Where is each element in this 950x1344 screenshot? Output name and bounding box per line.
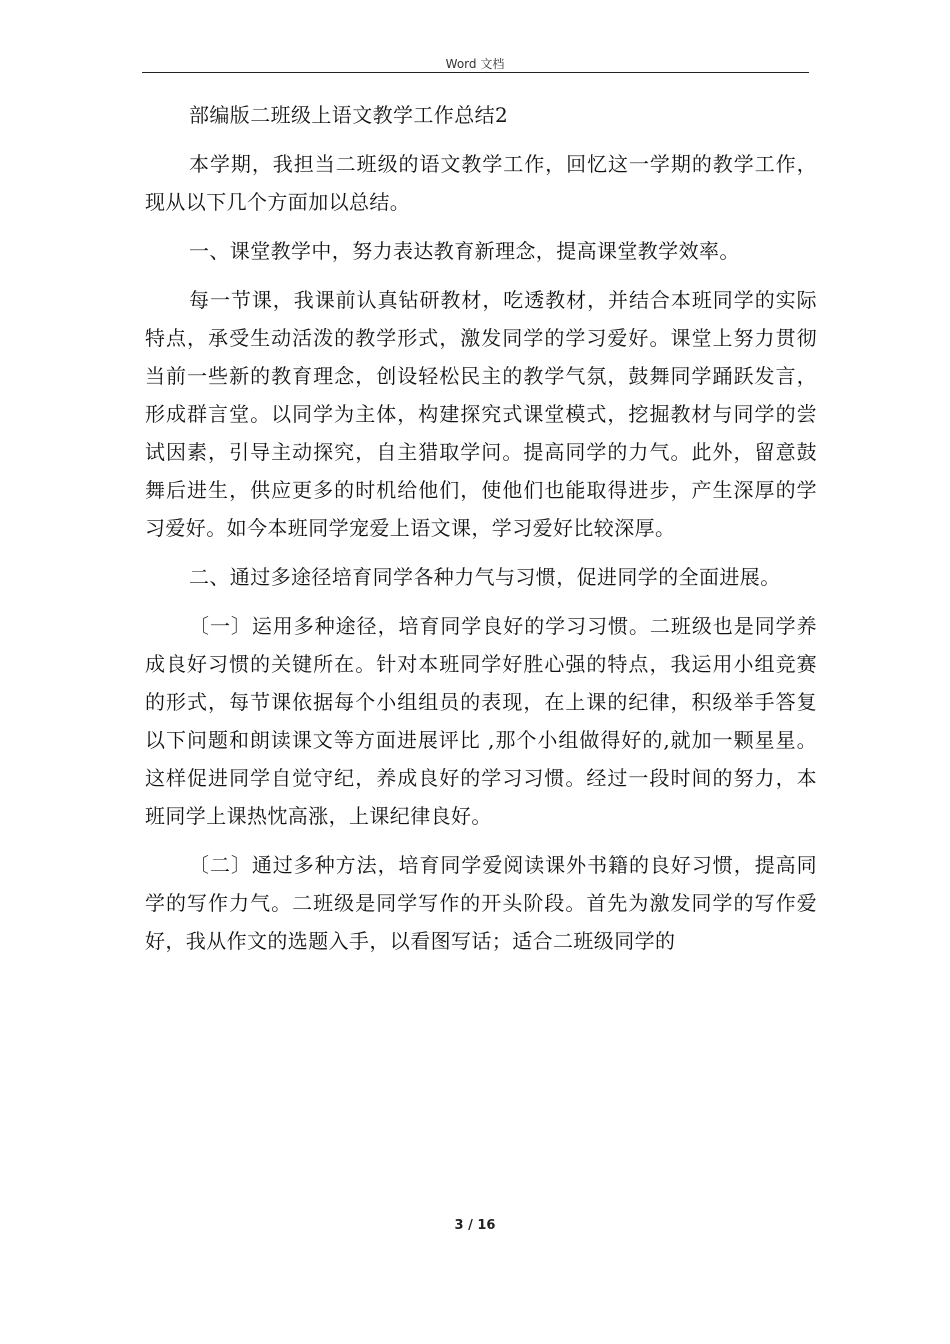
paragraph: 每一节课，我课前认真钻研教材，吃透教材，并结合本班同学的实际特点，承受生动活泼的教学形式，激发同学的学习爱好。课堂上努力贯彻当前一些新的教育理念，创设轻松民主的教学气氛，鼓舞同学踊跃发言，形成群言堂。以同学为主体，构建探究式课堂模式，挖掘教材与同学的尝试因素，引导主动探究，自主猎取学问。提高同学的力气。此外，留意鼓舞后进生，供应更多的时机给他们，使他们也能取得进步，产生深厚的学习爱好。如今本班同学宠爱上语文课，学习爱好比较深厚。 [145,288,817,540]
paragraph: 〔二〕通过多种方法，培育同学爱阅读课外书籍的良好习惯，提高同学的写作力气。二班级是同学写作的开头阶段。首先为激发同学的写作爱好，我从作文的选题入手，以看图写话；适合二班级同学的 [145,853,817,953]
page-footer [0,1218,950,1233]
page-number-separator: / [468,1218,473,1233]
page-number-current: 3 [454,1218,464,1233]
document-title: 部编版二班级上语文教学工作总结2 [189,103,509,127]
section-heading: 一、课堂教学中，努力表达教育新理念，提高课堂教学效率。 [189,239,740,263]
header-divider [142,72,809,73]
paragraph: 本学期，我担当二班级的语文教学工作，回忆这一学期的教学工作，现从以下几个方面加以总结。 [145,152,817,214]
paragraph: 〔一〕运用多种途径，培育同学良好的学习习惯。二班级也是同学养成良好习惯的关键所在。针对本班同学好胜心强的特点，我运用小组竞赛的形式，每节课依据每个小组组员的表现，在上课的纪律，积级举手答复以下问题和朗读课文等方面进展评比 ,那个小组做得好的,就加一颗星星。这样促进同学自觉守纪，养成良好的学习习惯。经过一段时间的努力，本班同学上课热忱高涨，上课纪律良好。 [145,614,817,828]
header-title: Word 文档 [445,57,505,71]
page-number-total: 16 [477,1218,496,1233]
document-body [145,96,817,960]
section-heading: 二、通过多途径培育同学各种力气与习惯，促进同学的全面进展。 [189,565,781,589]
page-header [0,55,950,72]
